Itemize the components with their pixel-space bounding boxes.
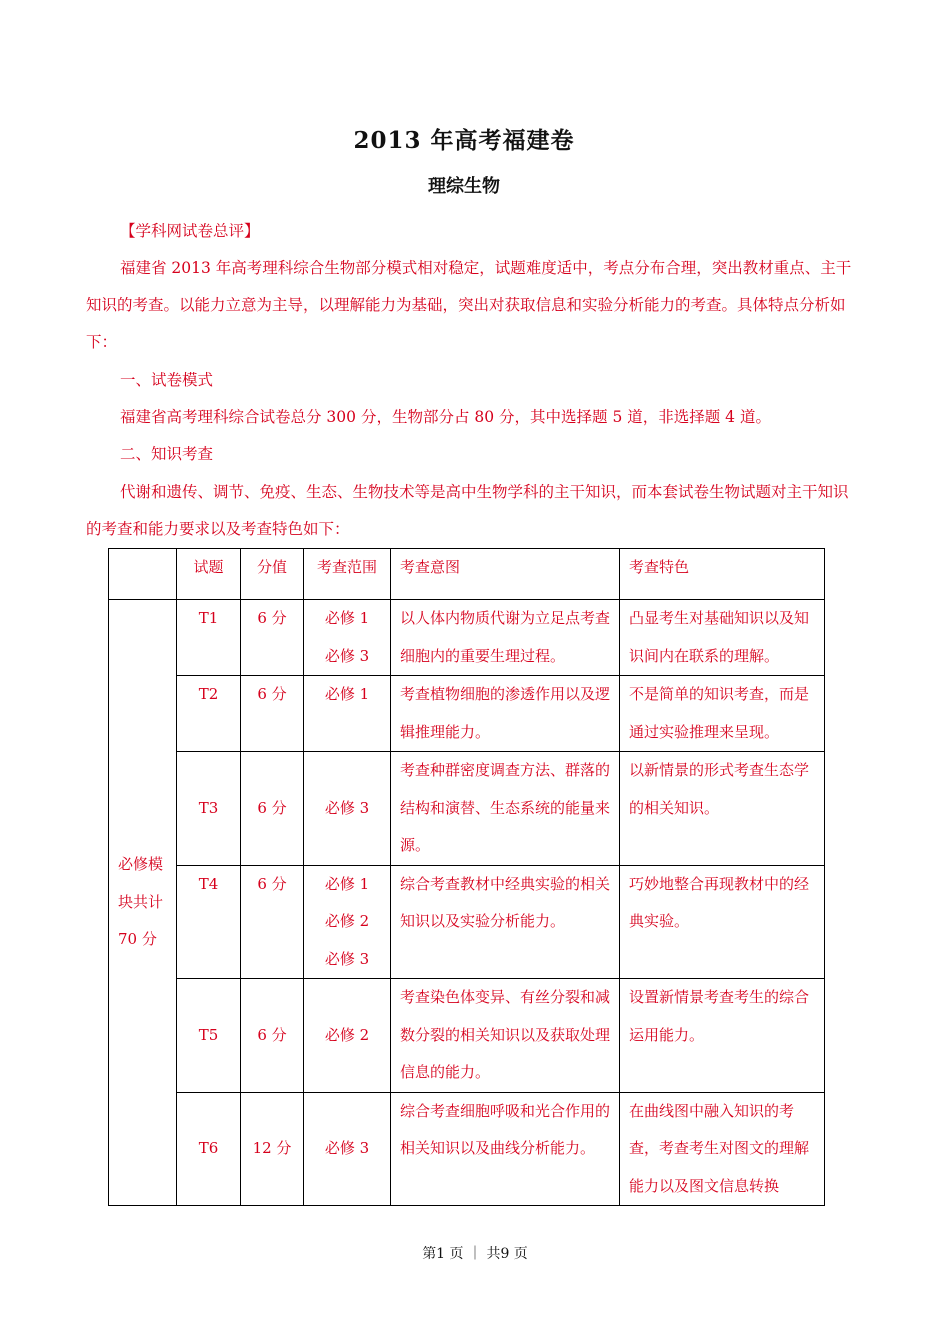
score-cell: 6 分 (241, 752, 304, 866)
range-item: 必修 2 (324, 912, 370, 930)
question-cell: T4 (177, 865, 241, 979)
group-label-cell: 必修模块共计 70 分 (109, 600, 177, 1206)
exam-format-paragraph: 福建省高考理科综合试卷总分 300 分，生物部分占 80 分，其中选择题 5 道，非选择题 4 道。 (120, 408, 771, 426)
header-question: 试题 (177, 549, 241, 600)
header-score: 分值 (241, 549, 304, 600)
score-cell: 6 分 (241, 600, 304, 676)
feature-cell: 设置新情景考查考生的综合运用能力。 (620, 979, 825, 1093)
feature-cell: 凸显考生对基础知识以及知识间内在联系的理解。 (620, 600, 825, 676)
range-cell (304, 865, 391, 979)
table-row (109, 865, 825, 979)
document-subtitle: 理综生物 (428, 176, 500, 197)
table-row (109, 600, 825, 676)
knowledge-paragraph: 代谢和遗传、调节、免疫、生态、生物技术等是高中生物学科的主干知识，而本套试卷生物试题对主干知识的考查和能力要求以及考查特色如下： (86, 483, 849, 538)
page-footer: 第1 页 ｜ 共9 页 (422, 1246, 528, 1262)
question-cell: T6 (177, 1092, 241, 1206)
feature-cell: 不是简单的知识考查，而是通过实验推理来呈现。 (620, 676, 825, 752)
range-cell (304, 979, 391, 1093)
range-cell (304, 600, 391, 676)
range-cell (304, 752, 391, 866)
score-cell: 6 分 (241, 865, 304, 979)
table-row (109, 1092, 825, 1206)
heading-knowledge: 二、知识考查 (120, 445, 214, 463)
section-label: 【学科网试卷总评】 (120, 222, 260, 240)
heading-exam-format: 一、试卷模式 (120, 371, 214, 389)
range-cell (304, 676, 391, 752)
question-cell: T3 (177, 752, 241, 866)
intent-cell: 考查植物细胞的渗透作用以及逻辑推理能力。 (391, 676, 620, 752)
table-header-row (109, 549, 825, 600)
intent-cell: 以人体内物质代谢为立足点考查细胞内的重要生理过程。 (391, 600, 620, 676)
document-title: 2013 年高考福建卷 (353, 127, 575, 154)
range-item: 必修 3 (324, 1139, 370, 1157)
range-item: 必修 3 (324, 949, 370, 968)
score-cell: 6 分 (241, 676, 304, 752)
header-intent: 考查意图 (391, 549, 620, 600)
question-cell: T5 (177, 979, 241, 1093)
range-item: 必修 1 (324, 609, 370, 627)
range-item: 必修 1 (324, 685, 370, 703)
intro-paragraph: 福建省 2013 年高考理科综合生物部分模式相对稳定，试题难度适中，考点分布合理，突出教材重点、主干知识的考查。以能力立意为主导，以理解能力为基础，突出对获取信息和实验分析能力的考查。具体特点分析如下： (86, 259, 852, 351)
feature-cell: 在曲线图中融入知识的考查，考查考生对图文的理解能力以及图文信息转换 (620, 1092, 825, 1206)
question-cell: T2 (177, 676, 241, 752)
score-cell: 6 分 (241, 979, 304, 1093)
question-cell: T1 (177, 600, 241, 676)
intent-cell: 综合考查教材中经典实验的相关知识以及实验分析能力。 (391, 865, 620, 979)
table-row (109, 676, 825, 752)
range-item: 必修 3 (324, 646, 370, 665)
header-range: 考查范围 (304, 549, 391, 600)
intent-cell: 考查种群密度调查方法、群落的结构和演替、生态系统的能量来源。 (391, 752, 620, 866)
header-blank (109, 549, 177, 600)
range-item: 必修 3 (324, 798, 370, 817)
feature-cell: 以新情景的形式考查生态学的相关知识。 (620, 752, 825, 866)
range-cell (304, 1092, 391, 1206)
range-item: 必修 1 (324, 874, 370, 893)
analysis-table (108, 548, 825, 1206)
table-row (109, 979, 825, 1093)
score-cell: 12 分 (241, 1092, 304, 1206)
intent-cell: 综合考查细胞呼吸和光合作用的相关知识以及曲线分析能力。 (391, 1092, 620, 1206)
table-row (109, 752, 825, 866)
feature-cell: 巧妙地整合再现教材中的经典实验。 (620, 865, 825, 979)
range-item: 必修 2 (324, 1025, 370, 1044)
header-feature: 考查特色 (620, 549, 825, 600)
intent-cell: 考查染色体变异、有丝分裂和减数分裂的相关知识以及获取处理信息的能力。 (391, 979, 620, 1093)
